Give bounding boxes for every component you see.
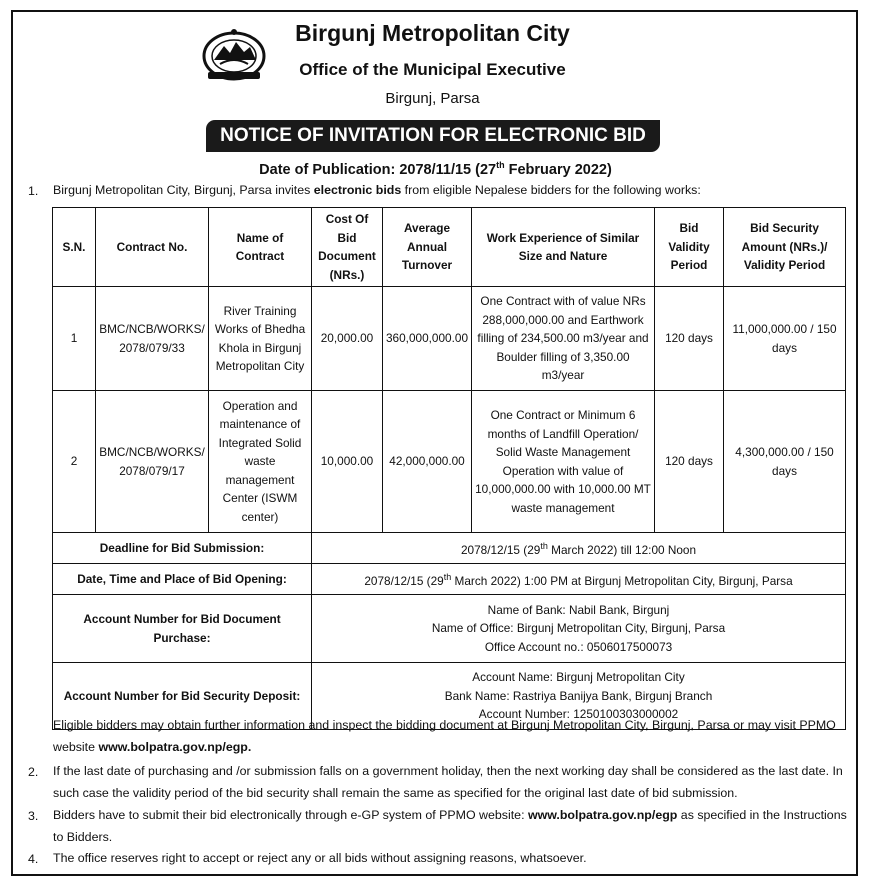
- table-header: S.N.: [53, 208, 96, 287]
- table-header: Cost Of Bid Document (NRs.): [312, 208, 383, 287]
- opening-label: Date, Time and Place of Bid Opening:: [53, 564, 312, 595]
- table-cell: 360,000,000.00: [383, 287, 472, 391]
- deadline-label: Deadline for Bid Submission:: [53, 533, 312, 564]
- point-number: 1.: [28, 184, 39, 198]
- city-title: Birgunj Metropolitan City: [295, 20, 570, 46]
- location-line: Birgunj, Parsa: [385, 90, 480, 107]
- table-header: Contract No.: [96, 208, 209, 287]
- table-header: Name of Contract: [209, 208, 312, 287]
- table-cell: BMC/NCB/WORKS/ 2078/079/17: [96, 391, 209, 533]
- bid-table: [52, 207, 846, 730]
- office-title: Office of the Municipal Executive: [299, 60, 566, 79]
- rights-clause: The office reserves right to accept or reject any or all bids without assigning reasons, whatsoever.: [53, 851, 587, 865]
- purchase-account-label: Account Number for Bid Document Purchase:: [53, 595, 312, 663]
- submission-clause: Bidders have to submit their bid electronically through e-GP system of PPMO website: www.bolpatra.gov.np/egp as specified in the Instructions to Bidders.: [53, 808, 847, 844]
- holiday-clause: If the last date of purchasing and /or submission falls on a government holiday, then the next working day shall be considered as the last date. In such case the validity period of the bid security shall remain the same as specified for the original last date of bid submission.: [53, 764, 843, 800]
- point-number: 4.: [28, 852, 39, 866]
- further-info-paragraph: Eligible bidders may obtain further information and inspect the bidding document at Birgunj Metropolitan City, Birgunj, Parsa or may visit PPMO website www.bolpatra.gov.np/egp.: [53, 718, 836, 754]
- opening-value: 2078/12/15 (29th March 2022) 1:00 PM at Birgunj Metropolitan City, Birgunj, Parsa: [312, 564, 846, 595]
- table-cell: River Training Works of Bhedha Khola in Birgunj Metropolitan City: [209, 287, 312, 391]
- table-cell: One Contract with of value NRs 288,000,000.00 and Earthwork filling of 234,500.00 m3/year and Boulder filling of 3,350.00 m3/year: [472, 287, 655, 391]
- table-cell: Operation and maintenance of Integrated Solid waste management Center (ISWM center): [209, 391, 312, 533]
- table-cell: 11,000,000.00 / 150 days: [724, 287, 846, 391]
- table-row: [53, 391, 846, 533]
- table-cell: 20,000.00: [312, 287, 383, 391]
- table-cell: 4,300,000.00 / 150 days: [724, 391, 846, 533]
- table-cell: One Contract or Minimum 6 months of Landfill Operation/ Solid Waste Management Operation with value of 10,000,000.00 with 10,000.00 MT waste management: [472, 391, 655, 533]
- security-account-label: Account Number for Bid Security Deposit:: [53, 663, 312, 730]
- table-header: Bid Security Amount (NRs.)/ Validity Period: [724, 208, 846, 287]
- security-account-details: Account Name: Birgunj Metropolitan City Bank Name: Rastriya Banijya Bank, Birgunj Branch Account Number: 1250100303000002: [312, 663, 846, 730]
- table-header: Average Annual Turnover: [383, 208, 472, 287]
- table-cell: 120 days: [655, 391, 724, 533]
- notice-banner: NOTICE OF INVITATION FOR ELECTRONIC BID: [206, 120, 660, 152]
- table-cell: 10,000.00: [312, 391, 383, 533]
- purchase-account-details: Name of Bank: Nabil Bank, Birgunj Name of Office: Birgunj Metropolitan City, Birgunj, Parsa Office Account no.: 0506017500073: [312, 595, 846, 663]
- table-row: [53, 287, 846, 391]
- table-cell: BMC/NCB/WORKS/ 2078/079/33: [96, 287, 209, 391]
- publication-date: Date of Publication: 2078/11/15 (27th February 2022): [259, 160, 612, 178]
- table-cell: 120 days: [655, 287, 724, 391]
- table-cell: 42,000,000.00: [383, 391, 472, 533]
- point-number: 2.: [28, 765, 39, 779]
- intro-paragraph: Birgunj Metropolitan City, Birgunj, Parsa invites electronic bids from eligible Nepalese bidders for the following works:: [53, 183, 701, 197]
- table-cell: 1: [53, 287, 96, 391]
- table-cell: 2: [53, 391, 96, 533]
- deadline-value: 2078/12/15 (29th March 2022) till 12:00 Noon: [312, 533, 846, 564]
- table-header: Work Experience of Similar Size and Nature: [472, 208, 655, 287]
- table-header: Bid Validity Period: [655, 208, 724, 287]
- point-number: 3.: [28, 809, 39, 823]
